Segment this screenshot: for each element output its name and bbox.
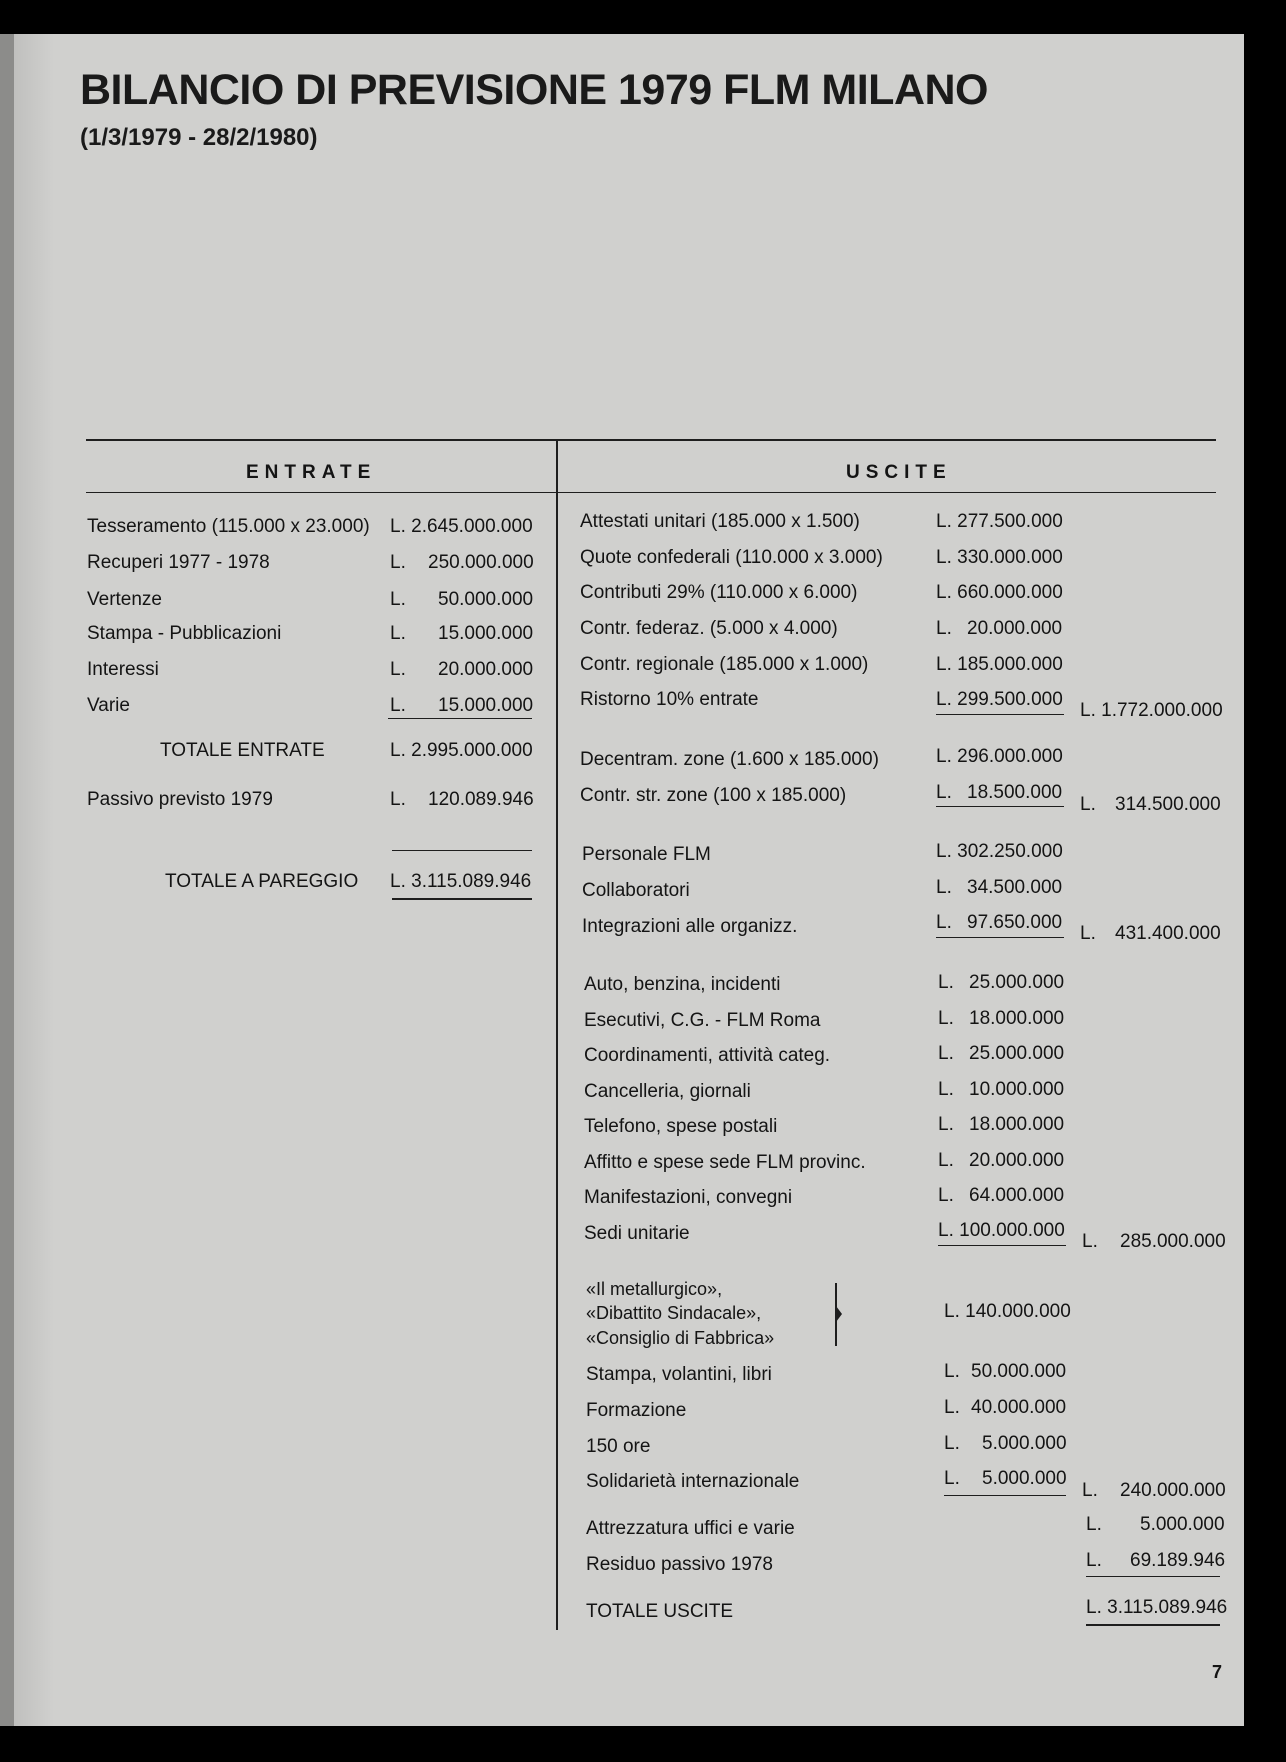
uscite-amount: L. bbox=[936, 877, 952, 898]
uscite-label: Solidarietà internazionale bbox=[586, 1471, 800, 1492]
uscite-amount: 20.000.000 bbox=[967, 618, 1063, 639]
uscite-amount: L. bbox=[938, 1008, 954, 1029]
uscite-label: Quote confederali (110.000 x 3.000) bbox=[580, 547, 883, 568]
uscite-amount: 97.650.000 bbox=[967, 912, 1063, 933]
entrate-label: Stampa - Pubblicazioni bbox=[87, 623, 282, 644]
uscite-label: Manifestazioni, convegni bbox=[584, 1187, 793, 1208]
residuo-label: Residuo passivo 1978 bbox=[586, 1554, 773, 1575]
page-number: 7 bbox=[1212, 1662, 1223, 1682]
uscite-amount: L. bbox=[938, 1043, 954, 1064]
pareggio-rule-top bbox=[392, 850, 532, 851]
group-subtotal-rule bbox=[938, 1245, 1066, 1246]
uscite-label: Ristorno 10% entrate bbox=[580, 689, 759, 710]
entrate-label: Vertenze bbox=[87, 589, 162, 610]
page-binding-edge bbox=[0, 34, 14, 1726]
entrate-amount: 50.000.000 bbox=[438, 589, 534, 610]
group-total: 240.000.000 bbox=[1120, 1480, 1226, 1501]
entrate-heading: ENTRATE bbox=[246, 462, 377, 483]
entrate-label: Varie bbox=[87, 695, 130, 716]
attrezzatura-label: Attrezzatura uffici e varie bbox=[586, 1518, 795, 1539]
uscite-amount: L. bbox=[936, 782, 952, 803]
uscite-amount: L. 277.500.000 bbox=[936, 511, 1063, 532]
uscite-label: Telefono, spese postali bbox=[584, 1116, 778, 1137]
uscite-amount: L. 296.000.000 bbox=[936, 746, 1063, 767]
uscite-amount: L. bbox=[944, 1433, 960, 1454]
bracket-line: «Dibattito Sindacale», bbox=[586, 1303, 762, 1323]
uscite-amount: 64.000.000 bbox=[969, 1185, 1065, 1206]
page-title: BILANCIO DI PREVISIONE 1979 FLM MILANO bbox=[80, 66, 988, 114]
page-subtitle: (1/3/1979 - 28/2/1980) bbox=[80, 124, 318, 151]
uscite-amount: L. bbox=[938, 972, 954, 993]
uscite-amount: L. bbox=[938, 1114, 954, 1135]
passivo-amount: 120.089.946 bbox=[428, 789, 534, 810]
group-total: 431.400.000 bbox=[1115, 923, 1221, 944]
entrate-amount: L. bbox=[390, 589, 406, 610]
group-total: L. bbox=[1080, 794, 1096, 815]
uscite-amount: L. bbox=[944, 1397, 960, 1418]
group-total: L. bbox=[1080, 923, 1096, 944]
uscite-amount: 50.000.000 bbox=[971, 1361, 1067, 1382]
uscite-label: 150 ore bbox=[586, 1436, 651, 1457]
entrate-amount: L. 2.645.000.000 bbox=[390, 516, 533, 537]
group-total: 314.500.000 bbox=[1115, 794, 1221, 815]
uscite-amount: L. bbox=[936, 618, 952, 639]
group-subtotal-rule bbox=[936, 937, 1064, 938]
entrate-amount: L. bbox=[390, 695, 406, 716]
uscite-label: Contr. str. zone (100 x 185.000) bbox=[580, 785, 847, 806]
entrate-amount: 15.000.000 bbox=[438, 695, 534, 716]
pareggio-amount: L. 3.115.089.946 bbox=[390, 871, 532, 892]
uscite-label: Attestati unitari (185.000 x 1.500) bbox=[580, 511, 860, 532]
totale-uscite-rule bbox=[1086, 1624, 1220, 1626]
uscite-amount: 18.000.000 bbox=[969, 1008, 1065, 1029]
group-total: L. bbox=[1082, 1231, 1098, 1252]
group-total: L. bbox=[1082, 1480, 1098, 1501]
group-total: L. 1.772.000.000 bbox=[1080, 700, 1223, 721]
totale-uscite-label: TOTALE USCITE bbox=[586, 1601, 734, 1622]
uscite-amount: L. 100.000.000 bbox=[938, 1220, 1065, 1241]
uscite-label: Esecutivi, C.G. - FLM Roma bbox=[584, 1010, 821, 1031]
attrezzatura-amount: 5.000.000 bbox=[1140, 1514, 1225, 1535]
uscite-amount: L. bbox=[944, 1361, 960, 1382]
uscite-label: Decentram. zone (1.600 x 185.000) bbox=[580, 749, 879, 770]
table-header-rule bbox=[86, 492, 1216, 493]
uscite-amount: L. 660.000.000 bbox=[936, 582, 1063, 603]
group-total: 285.000.000 bbox=[1120, 1231, 1226, 1252]
totale-entrate-amount: L. 2.995.000.000 bbox=[390, 740, 533, 761]
entrate-subtotal-rule bbox=[388, 718, 532, 719]
entrate-amount: L. bbox=[390, 552, 406, 573]
uscite-amount: L. bbox=[938, 1150, 954, 1171]
uscite-label: Cancelleria, giornali bbox=[584, 1081, 751, 1102]
entrate-amount: L. bbox=[390, 623, 406, 644]
uscite-amount: 18.500.000 bbox=[967, 782, 1063, 803]
uscite-label: Sedi unitarie bbox=[584, 1223, 690, 1244]
residuo-amount: 69.189.946 bbox=[1130, 1550, 1226, 1571]
entrate-amount: L. bbox=[390, 659, 406, 680]
bracket-line: «Il metallurgico», bbox=[586, 1279, 723, 1299]
uscite-label: Affitto e spese sede FLM provinc. bbox=[584, 1152, 866, 1173]
uscite-amount: 18.000.000 bbox=[969, 1114, 1065, 1135]
uscite-label: Personale FLM bbox=[582, 844, 711, 865]
uscite-label: Stampa, volantini, libri bbox=[586, 1364, 772, 1385]
uscite-label: Formazione bbox=[586, 1400, 687, 1421]
entrate-label: Tesseramento (115.000 x 23.000) bbox=[87, 516, 370, 537]
bracket-amount: L. 140.000.000 bbox=[944, 1301, 1071, 1322]
uscite-label: Coordinamenti, attività categ. bbox=[584, 1045, 831, 1066]
uscite-amount: L. 302.250.000 bbox=[936, 841, 1063, 862]
entrate-label: Recuperi 1977 - 1978 bbox=[87, 552, 270, 573]
uscite-label: Contr. federaz. (5.000 x 4.000) bbox=[580, 618, 838, 639]
totale-uscite-amount: L. 3.115.089.946 bbox=[1086, 1597, 1228, 1618]
residuo-rule bbox=[1086, 1576, 1220, 1577]
entrate-label: Interessi bbox=[87, 659, 159, 680]
uscite-amount: L. 330.000.000 bbox=[936, 547, 1063, 568]
uscite-amount: L. 185.000.000 bbox=[936, 654, 1063, 675]
uscite-amount: 25.000.000 bbox=[969, 1043, 1065, 1064]
residuo-amount: L. bbox=[1086, 1550, 1102, 1571]
uscite-label: Collaboratori bbox=[582, 880, 690, 901]
entrate-amount: 20.000.000 bbox=[438, 659, 534, 680]
uscite-amount: 34.500.000 bbox=[967, 877, 1063, 898]
table-top-rule bbox=[86, 439, 1216, 441]
uscite-label: Contr. regionale (185.000 x 1.000) bbox=[580, 654, 869, 675]
uscite-amount: L. bbox=[936, 912, 952, 933]
entrate-amount: 250.000.000 bbox=[428, 552, 534, 573]
group-subtotal-rule bbox=[936, 714, 1064, 715]
column-divider bbox=[556, 439, 558, 1630]
passivo-label: Passivo previsto 1979 bbox=[87, 789, 273, 810]
pareggio-rule-bottom bbox=[392, 898, 532, 900]
uscite-amount: 5.000.000 bbox=[982, 1468, 1067, 1489]
group-subtotal-rule bbox=[944, 1495, 1066, 1496]
passivo-amount: L. bbox=[390, 789, 406, 810]
attrezzatura-amount: L. bbox=[1086, 1514, 1102, 1535]
uscite-label: Contributi 29% (110.000 x 6.000) bbox=[580, 582, 858, 603]
totale-entrate-label: TOTALE ENTRATE bbox=[160, 740, 325, 761]
uscite-amount: L. 299.500.000 bbox=[936, 689, 1063, 710]
uscite-amount: L. bbox=[938, 1079, 954, 1100]
uscite-amount: 5.000.000 bbox=[982, 1433, 1067, 1454]
group-subtotal-rule bbox=[936, 806, 1064, 807]
pareggio-label: TOTALE A PAREGGIO bbox=[165, 871, 359, 892]
bracket-line: «Consiglio di Fabbrica» bbox=[586, 1328, 775, 1348]
brace-point-icon bbox=[836, 1306, 842, 1322]
uscite-amount: L. bbox=[938, 1185, 954, 1206]
uscite-label: Auto, benzina, incidenti bbox=[584, 974, 781, 995]
uscite-label: Integrazioni alle organizz. bbox=[582, 916, 798, 937]
entrate-amount: 15.000.000 bbox=[438, 623, 534, 644]
uscite-amount: 20.000.000 bbox=[969, 1150, 1065, 1171]
uscite-amount: 10.000.000 bbox=[969, 1079, 1065, 1100]
uscite-heading: USCITE bbox=[846, 462, 952, 483]
uscite-amount: 25.000.000 bbox=[969, 972, 1065, 993]
uscite-amount: 40.000.000 bbox=[971, 1397, 1067, 1418]
uscite-amount: L. bbox=[944, 1468, 960, 1489]
